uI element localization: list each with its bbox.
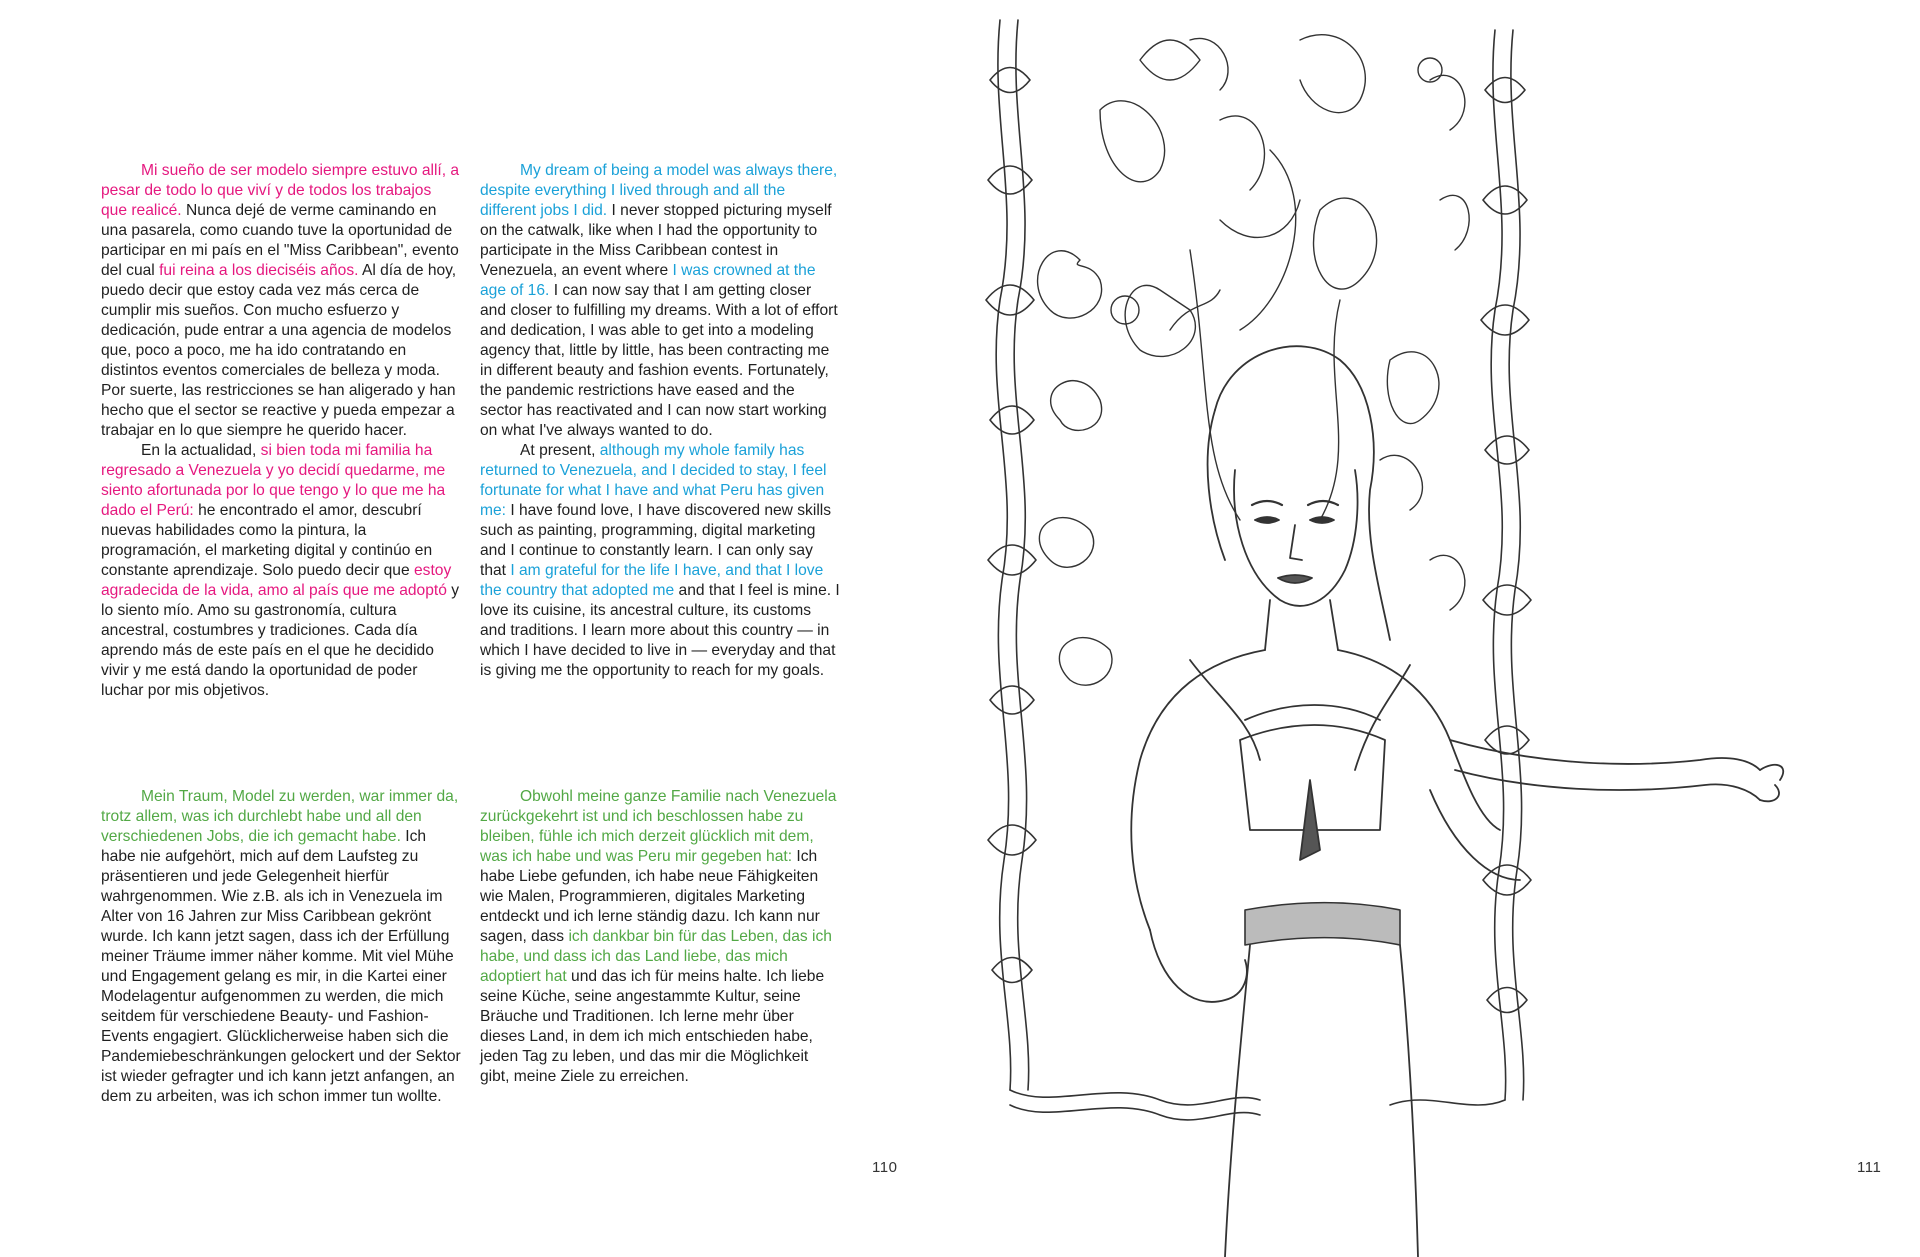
portrait-illustration (960, 0, 1920, 1257)
body-text: Ich habe Liebe gefunden, ich habe neue Fähigkeiten wie Malen, Programmieren, digitales Marketing entdeckt und ich lerne ständig dazu. Ich kann nur sagen, dass (480, 848, 820, 945)
page-number-right: 111 (1857, 1159, 1882, 1176)
body-text: I can now say that I am getting closer and closer to fulfilling my dreams. With a lot of effort and dedication, I was able to get into a modeling agency that, little by little, has been contracting me in different beauty and fashion events. Fortunately, the pandemic restrictions have eased and the sector has reactivated and I can now start working on what I've always wanted to do. (480, 282, 838, 439)
highlighted-text: My dream of being a model was always there, despite everything I lived through and all the different jobs I did. (480, 162, 838, 219)
page-number-left: 110 (872, 1159, 898, 1176)
body-text: I have found love, I have discovered new skills such as painting, programming, digital marketing and I continue to constantly learn. I can only say that (480, 502, 832, 579)
right-vine-border (1390, 30, 1531, 1105)
german-column-right (480, 787, 840, 1087)
floral-ornaments (1038, 35, 1470, 685)
body-text: and that I feel is mine. I love its cuisine, its ancestral culture, its customs and traditions. I learn more about this country — in which I have decided to live in — everyday and that is giving me the opportunity to reach for my goals. (480, 582, 840, 679)
english-paragraph-2 (480, 441, 840, 681)
body-text: At present, (520, 442, 600, 459)
highlighted-text: ich dankbar bin für das Leben, das ich habe, und dass ich das Land liebe, das mich adoptiert hat (480, 928, 832, 985)
highlighted-text: Mi sueño de ser modelo siempre estuvo allí, a pesar de todo lo que viví y de todos los trabajos que realicé. (101, 162, 460, 219)
highlighted-text: si bien toda mi familia ha regresado a Venezuela y yo decidí quedarme, me siento afortunada por lo que tengo y lo que me ha dado el Perú: (101, 442, 446, 519)
highlighted-text: I was crowned at the age of 16. (480, 262, 816, 299)
woman-figure (1131, 346, 1783, 1257)
german-column-left (101, 787, 461, 1107)
german-paragraph-2 (480, 787, 840, 1087)
highlighted-text: although my whole family has returned to Venezuela, and I decided to stay, I feel fortunate for what I have and what Peru has given me: (480, 442, 827, 519)
body-text: und das ich für meins halte. Ich liebe seine Küche, seine angestammte Kultur, seine Bräuche und Traditionen. Ich lerne mehr über dieses Land, in dem ich mich entschieden habe, jeden Tag zu leben, und das mir die Möglichkeit gibt, meine Ziele zu erreichen. (480, 968, 825, 1085)
spanish-column (101, 161, 461, 701)
left-vine-border (986, 20, 1260, 1120)
body-text: he encontrado el amor, descubrí nuevas habilidades como la pintura, la programación, el marketing digital y continúo en constante aprendizaje. Solo puedo decir que (101, 502, 433, 579)
highlighted-text: Mein Traum, Model zu werden, war immer da, trotz allem, was ich durchlebt habe und all den verschiedenen Jobs, die ich gemacht habe. (101, 788, 459, 845)
body-text: y lo siento mío. Amo su gastronomía, cultura ancestral, costumbres y tradiciones. Cada día aprendo más de este país en el que he decidido vivir y me está dando la oportunidad de poder luchar por mis objetivos. (101, 582, 460, 699)
highlighted-text: I am grateful for the life I have, and that I love the country that adopted me (480, 562, 824, 599)
english-column (480, 161, 840, 681)
body-text: I never stopped picturing myself on the catwalk, like when I had the opportunity to participate in the Miss Caribbean contest in Venezuela, an event where (480, 202, 832, 279)
body-text: Al día de hoy, puedo decir que estoy cada vez más cerca de cumplir mis sueños. Con mucho esfuerzo y dedicación, pude entrar a una agencia de modelos que, poco a poco, me ha ido contratando en distintos eventos comerciales de belleza y moda. Por suerte, las restricciones se han aligerado y han hecho que el sector se reactive y pueda empezar a trabajar en lo que siempre he querido hacer. (101, 262, 457, 439)
spanish-paragraph-1 (101, 161, 461, 441)
body-text: Nunca dejé de verme caminando en una pasarela, como cuando tuve la oportunidad de participar en mi país en el "Miss Caribbean", evento del cual (101, 202, 459, 279)
highlighted-text: fui reina a los dieciséis años. (159, 262, 359, 279)
english-paragraph-1 (480, 161, 840, 441)
highlighted-text: Obwohl meine ganze Familie nach Venezuela zurückgekehrt ist und ich beschlossen habe zu bleiben, fühle ich mich derzeit glücklich mit dem, was ich habe und was Peru mir gegeben hat: (480, 788, 837, 865)
highlighted-text: estoy agradecida de la vida, amo al país que me adoptó (101, 562, 452, 599)
body-text: Ich habe nie aufgehört, mich auf dem Laufsteg zu präsentieren und jede Gelegenheit hierfür wahrgenommen. Wie z.B. als ich in Venezuela im Alter von 16 Jahren zur Miss Caribbean gekrönt wurde. Ich kann jetzt sagen, dass ich der Erfüllung meiner Träume immer näher komme. Mit viel Mühe und Engagement gelang es mir, in die Kartei einer Modelagentur aufgenommen zu werden, die mich seitdem für verschiedene Beauty- und Fashion-Events engagiert. Glücklicherweise haben sich die Pandemiebeschränkungen gelockert und der Sektor ist wieder gefragter und ich kann jetzt anfangen, an dem zu arbeiten, was ich schon immer tun wollte. (101, 828, 461, 1105)
body-text: En la actualidad, (141, 442, 261, 459)
spanish-paragraph-2 (101, 441, 461, 701)
german-paragraph-1 (101, 787, 461, 1107)
